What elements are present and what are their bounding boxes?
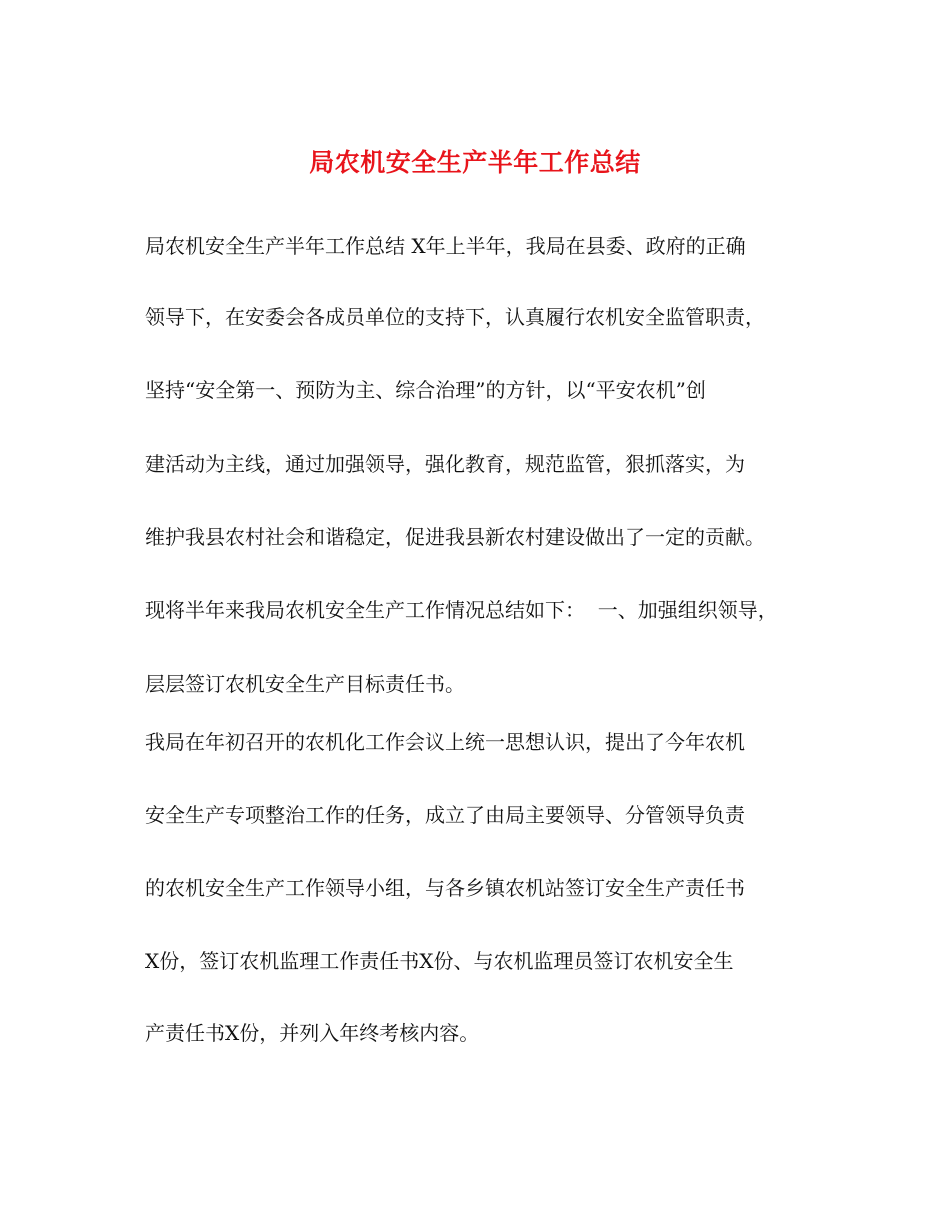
body-line: 层层签订农机安全生产目标责任书。	[145, 672, 465, 696]
body-line: 维护我县农村社会和谐稳定，促进我县新农村建设做出了一定的贡献。	[145, 525, 765, 549]
body-line: 安全生产专项整治工作的任务，成立了由局主要领导、分管领导负责	[145, 803, 745, 827]
body-line: 局农机安全生产半年工作总结 X年上半年，我局在县委、政府的正确	[145, 234, 746, 258]
body-line: X份，签订农机监理工作责任书X份、与农机监理员签订农机安全生	[145, 949, 734, 973]
body-line: 建活动为主线，通过加强领导，强化教育，规范监管，狠抓落实，为	[145, 452, 745, 476]
body-line: 产责任书X份，并列入年终考核内容。	[145, 1021, 480, 1045]
body-line: 的农机安全生产工作领导小组，与各乡镇农机站签订安全生产责任书	[145, 876, 745, 900]
body-line: 领导下，在安委会各成员单位的支持下，认真履行农机安全监管职责，	[145, 305, 765, 329]
body-line: 坚持“安全第一、预防为主、综合治理”的方针，以“平安农机”创	[145, 378, 706, 402]
body-line: 我局在年初召开的农机化工作会议上统一思想认识，提出了今年农机	[145, 730, 745, 754]
document-title: 局农机安全生产半年工作总结	[309, 148, 641, 177]
body-line: 现将半年来我局农机安全生产工作情况总结如下： 一、加强组织领导，	[145, 598, 778, 622]
